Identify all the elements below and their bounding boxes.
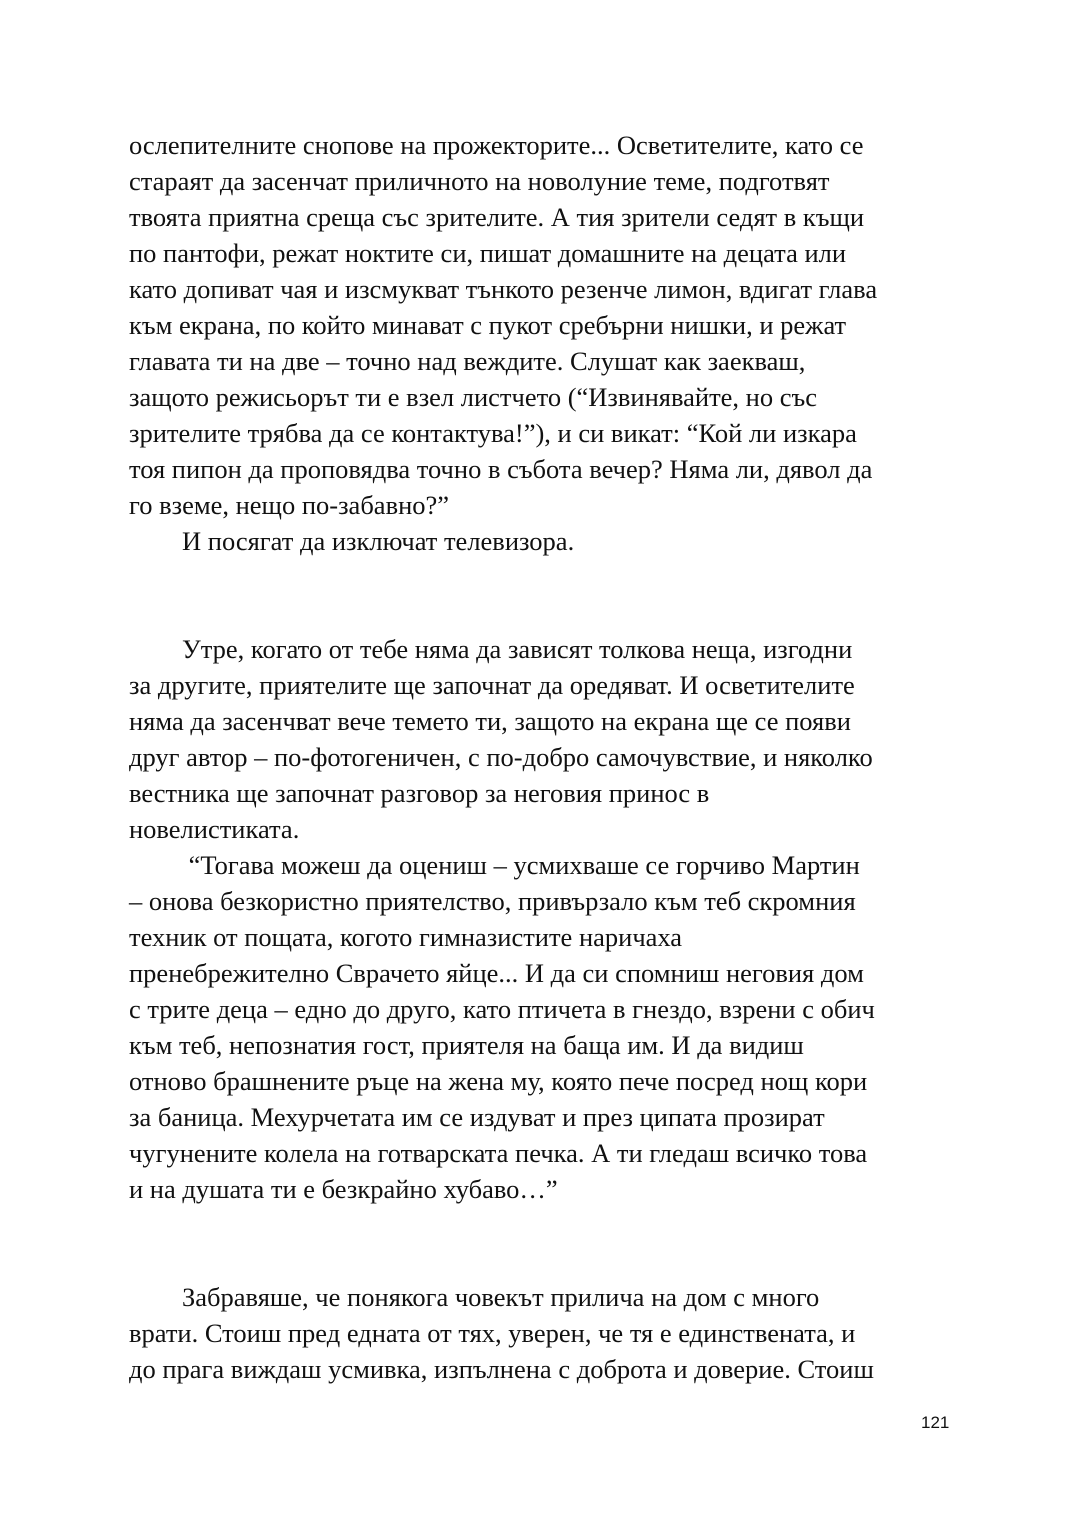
text-line: Забравяше, че понякога човекът прилича на дом с много bbox=[129, 1282, 820, 1312]
text-line: с трите деца – едно до друго, като птичета в гнездо, взрени с обич bbox=[129, 994, 875, 1024]
text-line: го вземе, нещо по-забавно?” bbox=[129, 490, 450, 520]
text-line: Утре, когато от тебе няма да зависят толкова неща, изгодни bbox=[129, 634, 853, 664]
text-line: тоя пипон да проповядва точно в събота вечер? Няма ли, дявол да bbox=[129, 454, 873, 484]
text-line: – онова безкористно приятелство, привързало към теб скромния bbox=[129, 886, 856, 916]
paragraph bbox=[129, 523, 964, 559]
text-line: отново брашнените ръце на жена му, която пече посред нощ кори bbox=[129, 1066, 868, 1096]
text-line: и на душата ти е безкрайно хубаво…” bbox=[129, 1174, 558, 1204]
text-line: по пантофи, режат ноктите си, пишат домашните на децата или bbox=[129, 238, 847, 268]
text-line: техник от пощата, когото гимназистите наричаха bbox=[129, 922, 683, 952]
section-break bbox=[129, 559, 964, 631]
paragraph bbox=[129, 847, 964, 1207]
text-line: твоята приятна среща със зрителите. А тия зрители седят в къщи bbox=[129, 202, 865, 232]
text-line: “Тогава можеш да оцениш – усмихваше се горчиво Мартин bbox=[129, 850, 860, 880]
paragraph bbox=[129, 127, 964, 523]
text-line: ослепителните снопове на прожекторите... Осветителите, като се bbox=[129, 130, 864, 160]
text-line: защото режисьорът ти е взел листчето (“Извинявайте, но със bbox=[129, 382, 817, 412]
text-line: вестника ще започнат разговор за неговия принос в bbox=[129, 778, 710, 808]
text-line: няма да засенчват вече темето ти, защото на екрана ще се появи bbox=[129, 706, 851, 736]
text-line: главата ти на две – точно над веждите. Слушат как заекваш, bbox=[129, 346, 806, 376]
page-body bbox=[129, 127, 964, 1387]
text-line: за другите, приятелите ще започнат да оредяват. И осветителите bbox=[129, 670, 855, 700]
text-line: към екрана, по който минават с пукот сребърни нишки, и режат bbox=[129, 310, 847, 340]
text-line: като допиват чая и изсмукват тънкото резенче лимон, вдигат глава bbox=[129, 274, 878, 304]
text-line: стараят да засенчат приличното на новолуние теме, подготвят bbox=[129, 166, 830, 196]
text-line: до прага виждаш усмивка, изпълнена с доброта и доверие. Стоиш bbox=[129, 1354, 874, 1384]
paragraph bbox=[129, 631, 964, 847]
page-number: 121 bbox=[921, 1413, 950, 1432]
text-line: И посягат да изключат телевизора. bbox=[129, 526, 575, 556]
paragraph bbox=[129, 1279, 964, 1387]
text-line: чугунените колела на готварската печка. А ти гледаш всичко това bbox=[129, 1138, 868, 1168]
section-break bbox=[129, 1207, 964, 1279]
text-line: друг автор – по-фотогеничен, с по-добро самочувствие, и няколко bbox=[129, 742, 873, 772]
text-line: новелистиката. bbox=[129, 814, 300, 844]
text-line: към теб, непознатия гост, приятеля на баща им. И да видиш bbox=[129, 1030, 804, 1060]
text-line: за баница. Мехурчетата им се издуват и през ципата прозират bbox=[129, 1102, 825, 1132]
text-line: пренебрежително Сврачето яйце... И да си спомниш неговия дом bbox=[129, 958, 864, 988]
text-line: врати. Стоиш пред едната от тях, уверен, че тя е единствената, и bbox=[129, 1318, 856, 1348]
text-line: зрителите трябва да се контактува!”), и си викат: “Кой ли изкара bbox=[129, 418, 857, 448]
